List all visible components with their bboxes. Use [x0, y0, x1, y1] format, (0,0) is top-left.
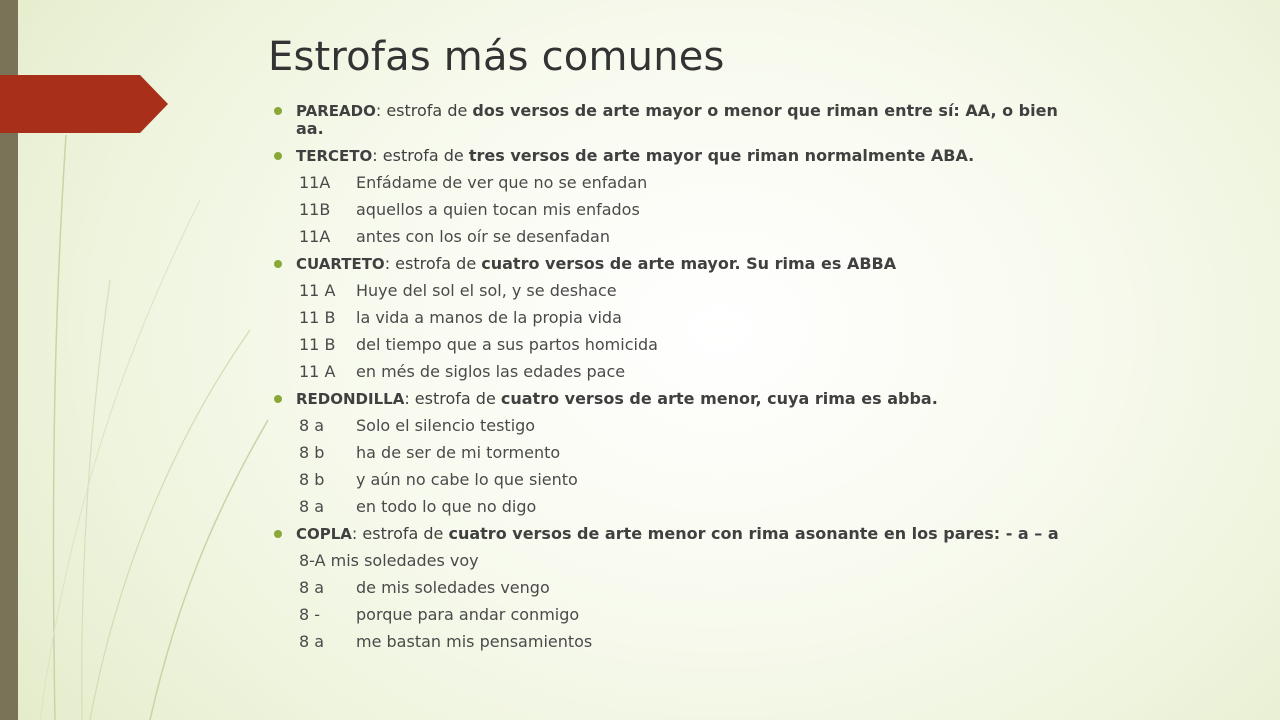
term-description: cuatro versos de arte menor con rima asonante en los pares: - a – a	[448, 524, 1059, 543]
verse-meter: 8 a	[299, 578, 325, 597]
bullet-copla	[272, 525, 1072, 543]
verse-meter: 11 A	[299, 281, 336, 300]
verse-text: me bastan mis pensamientos	[356, 632, 593, 651]
verse-text: de mis soledades vengo	[356, 578, 550, 597]
verse-text: aquellos a quien tocan mis enfados	[356, 200, 640, 219]
verse-meter: 8 -	[299, 605, 321, 624]
verse-line	[272, 228, 1072, 246]
verse-text: porque para andar conmigo	[356, 605, 580, 624]
verse-line	[272, 579, 1072, 597]
bullet-icon	[274, 107, 282, 115]
term-separator: : estrofa de	[372, 146, 469, 165]
verse-meter: 8 b	[299, 443, 325, 462]
verse-meter: 11 A	[299, 362, 336, 381]
verse-line	[272, 201, 1072, 219]
verse-line	[272, 471, 1072, 489]
verse-meter: 11A	[299, 173, 331, 192]
red-accent-arrow	[0, 0, 180, 140]
verse-line	[272, 282, 1072, 300]
term-separator: : estrofa de	[351, 524, 449, 543]
bullet-redondilla	[272, 390, 1072, 408]
verse-line	[272, 498, 1072, 516]
verse-text: la vida a manos de la propia vida	[356, 308, 622, 327]
term-label: PAREADO	[296, 102, 376, 120]
term-label: COPLA	[296, 525, 352, 543]
verse-line	[272, 606, 1072, 624]
verse-text: Enfádame de ver que no se enfadan	[356, 173, 648, 192]
verse-line	[272, 363, 1072, 381]
verse-text: antes con los oír se desenfadan	[356, 227, 610, 246]
bullet-icon	[274, 395, 282, 403]
verse-line	[272, 336, 1072, 354]
verse-meter: 8 a	[299, 416, 325, 435]
term-separator: : estrofa de	[375, 101, 473, 120]
term-label: TERCETO	[296, 147, 373, 165]
verse-line	[272, 633, 1072, 651]
term-description: cuatro versos de arte mayor. Su rima es ABBA	[481, 254, 897, 273]
verse-meter: 11B	[299, 200, 331, 219]
verse-line	[272, 309, 1072, 327]
term-separator: : estrofa de	[404, 389, 501, 408]
term-description: cuatro versos de arte menor, cuya rima es abba.	[500, 389, 938, 408]
bullet-cuarteto	[272, 255, 1072, 273]
term-label: REDONDILLA	[296, 390, 405, 408]
term-label: CUARTETO	[296, 255, 385, 273]
slide-content	[272, 102, 1072, 660]
verse-text: en todo lo que no digo	[356, 497, 537, 516]
verse-meter: 11 B	[299, 308, 336, 327]
verse-line	[272, 174, 1072, 192]
verse-text: 8-A mis soledades voy	[299, 551, 479, 570]
verse-meter: 11A	[299, 227, 331, 246]
bullet-terceto	[272, 147, 1072, 165]
verse-text: y aún no cabe lo que siento	[356, 470, 578, 489]
bullet-pareado	[272, 102, 1072, 138]
verse-line	[272, 444, 1072, 462]
term-separator: : estrofa de	[384, 254, 482, 273]
verse-meter: 8 b	[299, 470, 325, 489]
verse-meter: 8 a	[299, 497, 325, 516]
term-description: dos versos de arte mayor o menor que riman entre sí: AA, o bien aa.	[296, 101, 1058, 138]
verse-meter: 11 B	[299, 335, 336, 354]
bullet-icon	[274, 530, 282, 538]
bullet-icon	[274, 260, 282, 268]
verse-line	[272, 417, 1072, 435]
verse-text: ha de ser de mi tormento	[356, 443, 561, 462]
verse-meter: 8 a	[299, 632, 325, 651]
bullet-icon	[274, 152, 282, 160]
verse-text: Huye del sol el sol, y se deshace	[356, 281, 617, 300]
verse-text: en més de siglos las edades pace	[356, 362, 626, 381]
page-title: Estrofas más comunes	[268, 34, 725, 80]
verse-text: del tiempo que a sus partos homicida	[356, 335, 658, 354]
term-description: tres versos de arte mayor que riman normalmente ABA.	[468, 146, 975, 165]
verse-text: Solo el silencio testigo	[356, 416, 536, 435]
